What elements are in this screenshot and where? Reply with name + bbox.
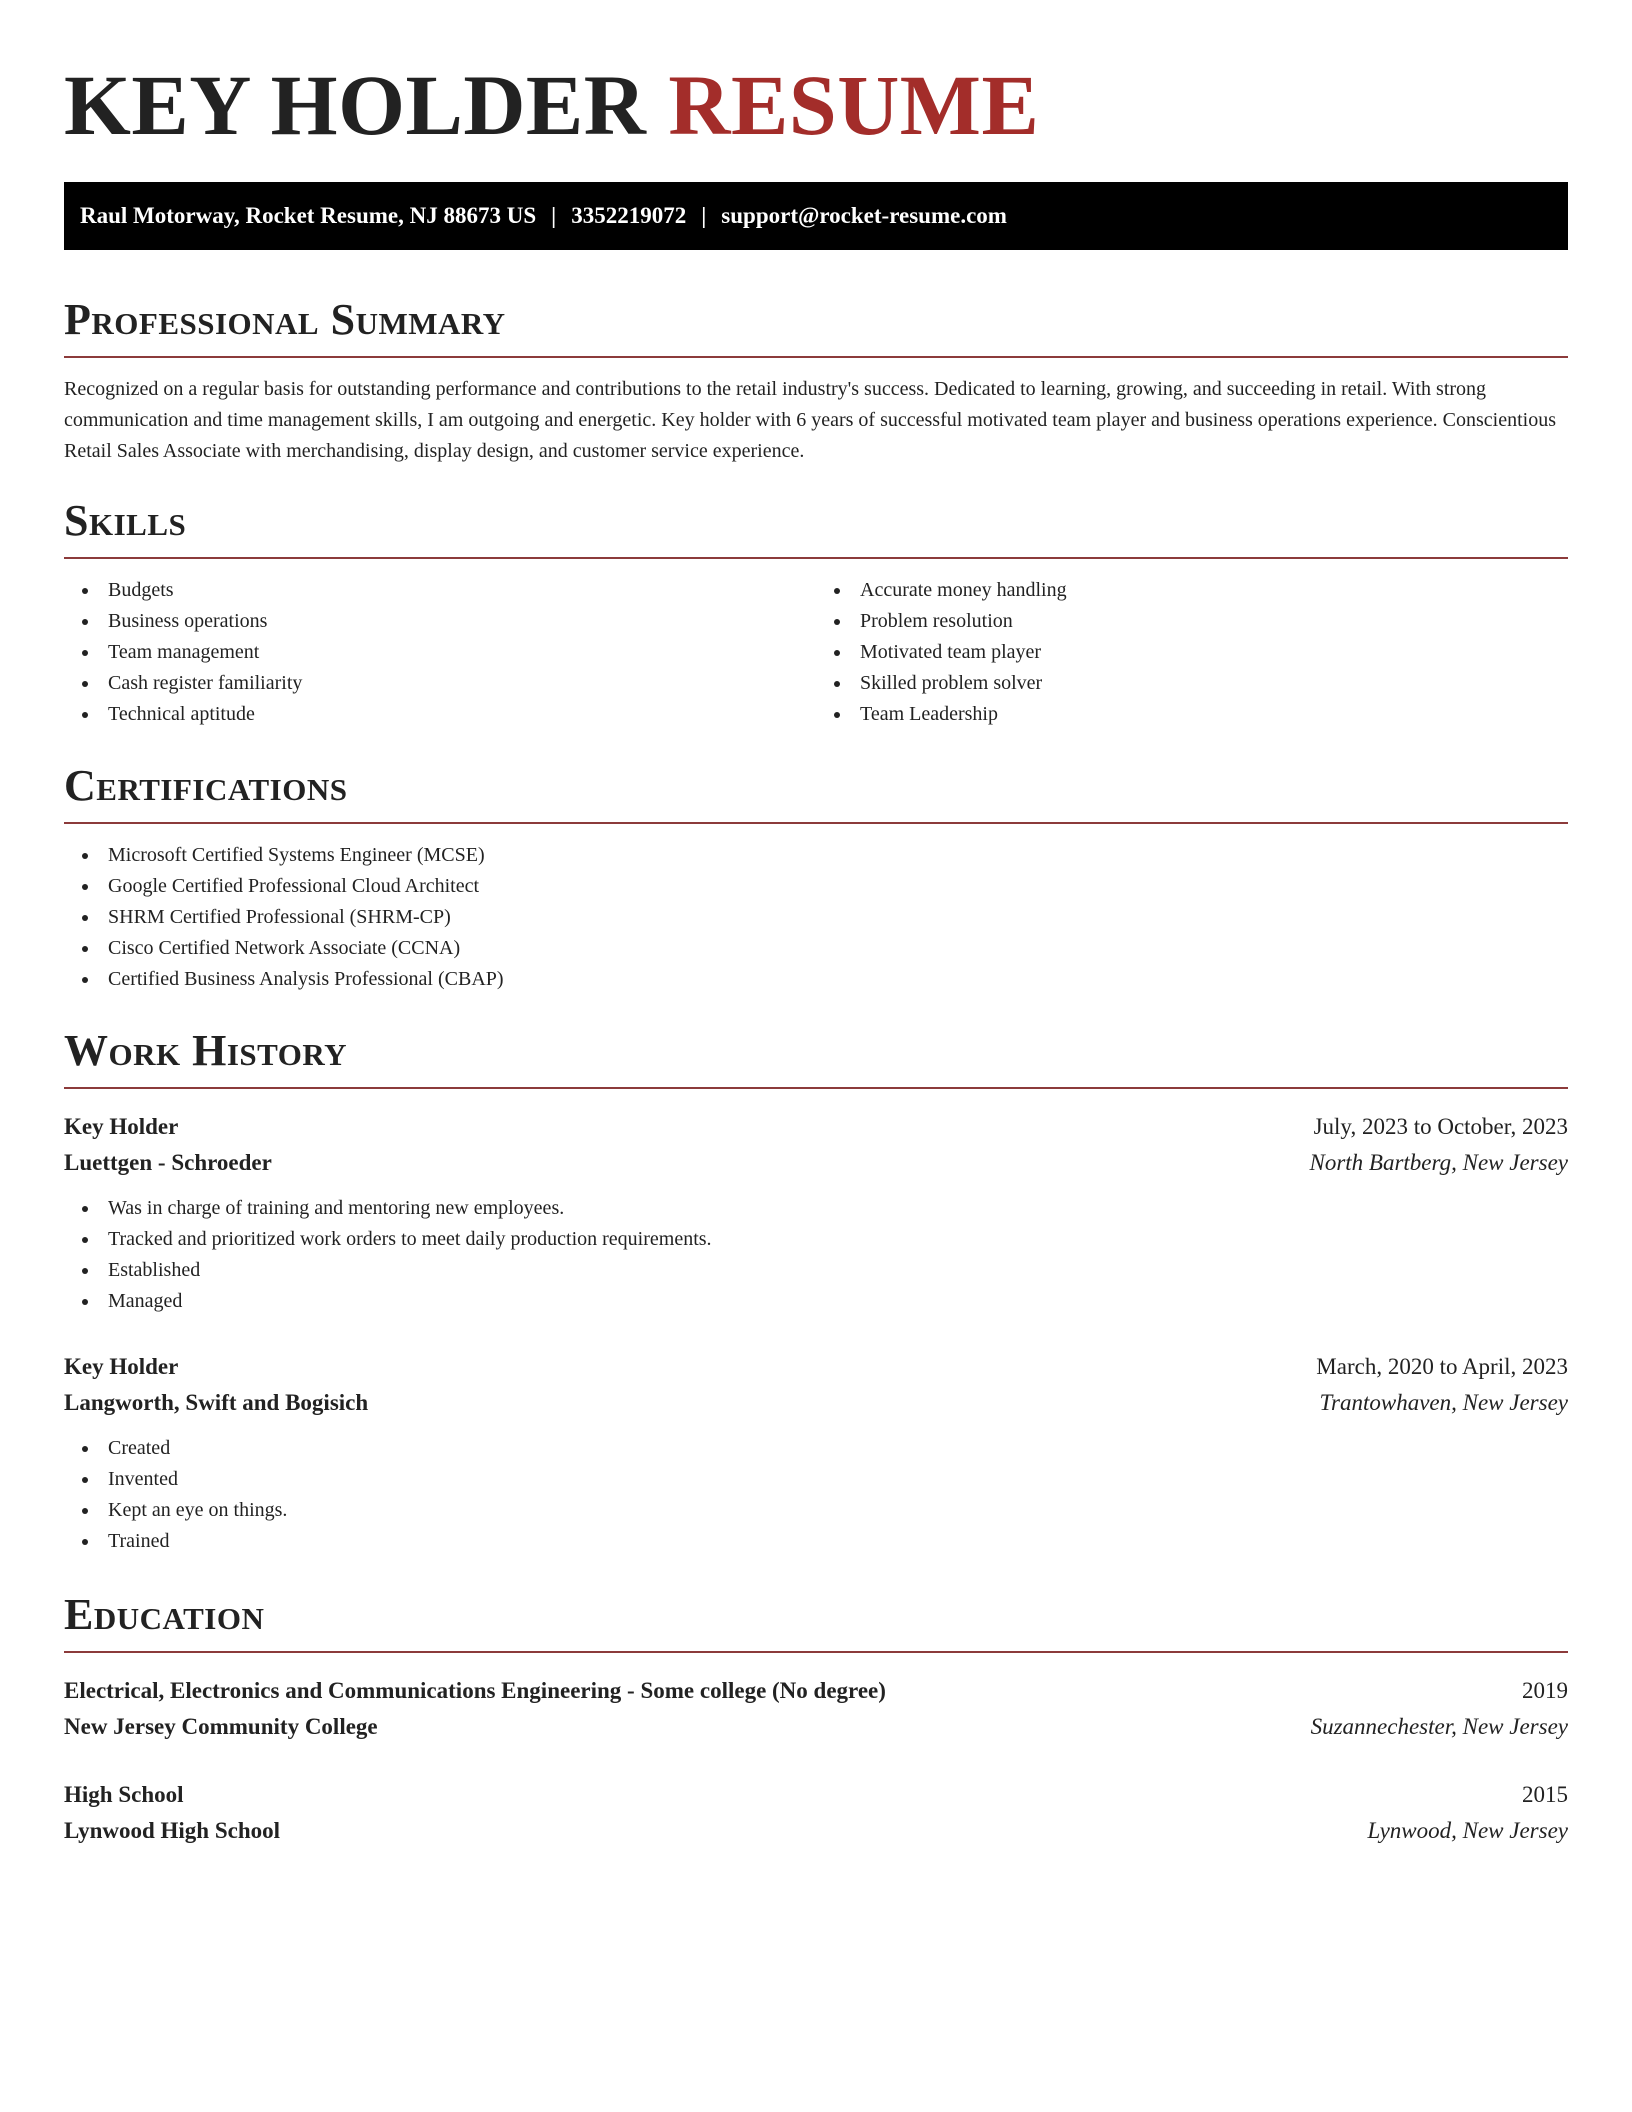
certification-item: Google Certified Professional Cloud Architect [64,871,1568,902]
skill-item: Skilled problem solver [816,668,1568,699]
certification-item: SHRM Certified Professional (SHRM-CP) [64,902,1568,933]
skill-item: Budgets [64,575,816,606]
skill-item: Motivated team player [816,637,1568,668]
job-header-row [64,1109,1568,1145]
contact-email[interactable]: support@rocket-resume.com [721,203,1007,228]
job-duties [64,1193,1568,1317]
certifications-list [64,840,1568,995]
title-accent: RESUME [668,57,1040,153]
education-school-row [64,1813,1568,1849]
contact-bar [64,182,1568,250]
job-company: Langworth, Swift and Bogisich [64,1390,369,1415]
education-entry [64,1673,1568,1745]
job-dates: July, 2023 to October, 2023 [1313,1114,1568,1139]
education-heading: Education [64,1593,1568,1653]
certifications-heading: Certifications [64,764,1568,824]
skill-item: Cash register familiarity [64,668,816,699]
summary-heading: Professional Summary [64,298,1568,358]
education-location: Suzannechester, New Jersey [1310,1714,1568,1739]
skill-item: Accurate money handling [816,575,1568,606]
job-duty-item: Managed [64,1286,1568,1317]
education-year: 2015 [1522,1782,1568,1807]
job-company-row [64,1385,1568,1421]
contact-separator: | [701,203,707,228]
certifications-section [64,761,1568,995]
contact-address: Raul Motorway, Rocket Resume, NJ 88673 US [80,203,537,228]
summary-section [64,295,1568,467]
job-duties [64,1433,1568,1557]
job-location: Trantowhaven, New Jersey [1319,1390,1568,1415]
certification-item: Certified Business Analysis Professional (CBAP) [64,964,1568,995]
contact-phone[interactable]: 3352219072 [571,203,687,228]
job-header-row [64,1349,1568,1385]
job-duty-item: Created [64,1433,1568,1464]
skills-columns [64,559,1568,730]
skills-list-right [816,575,1568,730]
job-company: Luettgen - Schroeder [64,1150,272,1175]
education-section [64,1590,1568,1849]
education-school: Lynwood High School [64,1818,281,1843]
job-location: North Bartberg, New Jersey [1309,1150,1568,1175]
work-history-heading: Work History [64,1029,1568,1089]
certification-item: Microsoft Certified Systems Engineer (MCSE) [64,840,1568,871]
education-degree-row [64,1673,1568,1709]
job-company-row [64,1145,1568,1181]
job-dates: March, 2020 to April, 2023 [1316,1354,1568,1379]
job-duty-item: Was in charge of training and mentoring new employees. [64,1193,1568,1224]
skill-item: Business operations [64,606,816,637]
education-school: New Jersey Community College [64,1714,378,1739]
job-duty-item: Invented [64,1464,1568,1495]
job-duty-item: Tracked and prioritized work orders to meet daily production requirements. [64,1224,1568,1255]
job-duty-item: Trained [64,1526,1568,1557]
summary-text: Recognized on a regular basis for outstanding performance and contributions to the retail industry's success. Dedicated to learning, growing, and succeeding in retail. With strong communication and time management skills, I am outgoing and energetic. Key holder with 6 years of successful motivated team player and business operations experience. Conscientious Retail Sales Associate with merchandising, display design, and customer service experience. [64,378,1557,462]
skills-section [64,496,1568,730]
job-duty-item: Kept an eye on things. [64,1495,1568,1526]
resume-title [64,57,1568,153]
job-title: Key Holder [64,1114,179,1139]
contact-separator: | [551,203,557,228]
education-location: Lynwood, New Jersey [1367,1818,1568,1843]
skill-item: Team Leadership [816,699,1568,730]
skill-item: Team management [64,637,816,668]
job-entry [64,1349,1568,1557]
job-title: Key Holder [64,1354,179,1379]
education-school-row [64,1709,1568,1745]
job-entry [64,1109,1568,1317]
title-main: KEY HOLDER [64,57,647,153]
education-entry [64,1777,1568,1849]
skills-list-left [64,575,816,730]
education-degree: High School [64,1782,184,1807]
work-history-section [64,1026,1568,1557]
job-duty-item: Established [64,1255,1568,1286]
skills-heading: Skills [64,499,1568,559]
education-degree: Electrical, Electronics and Communications Engineering - Some college (No degree) [64,1678,886,1703]
skill-item: Problem resolution [816,606,1568,637]
education-degree-row [64,1777,1568,1813]
skill-item: Technical aptitude [64,699,816,730]
certification-item: Cisco Certified Network Associate (CCNA) [64,933,1568,964]
education-year: 2019 [1522,1678,1568,1703]
